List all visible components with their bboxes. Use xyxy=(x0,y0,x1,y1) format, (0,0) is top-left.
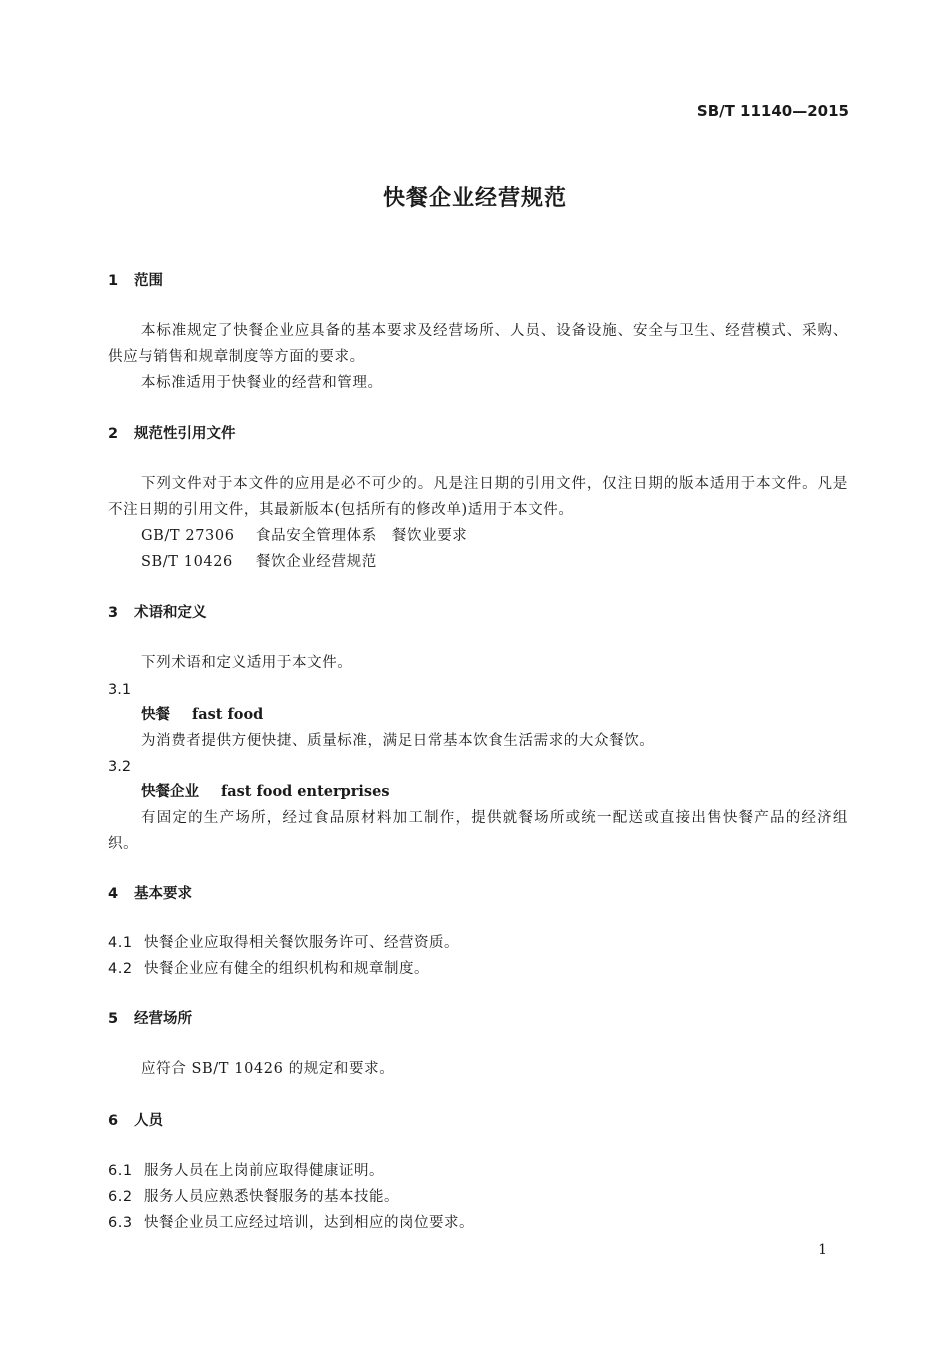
section-1-heading xyxy=(108,274,163,289)
clause xyxy=(108,962,429,977)
terms-intro: 下列术语和定义适用于本文件。 xyxy=(141,655,353,671)
reference-code: GB/T 27306 xyxy=(141,528,235,544)
reference-item xyxy=(141,529,467,544)
clause-number: 6.1 xyxy=(108,1163,133,1179)
section-number: 2 xyxy=(108,426,119,442)
term-en: fast food enterprises xyxy=(221,783,390,800)
reference-name: 食品安全管理体系 餐饮业要求 xyxy=(256,528,468,544)
section-number: 1 xyxy=(108,273,119,289)
section-number: 3 xyxy=(108,605,119,621)
term-definition: 有固定的生产场所，经过食品原材料加工制作，提供就餐场所或统一配送或直接出售快餐产品的经济组织。 xyxy=(108,810,848,852)
clause xyxy=(108,1190,399,1205)
section-title: 术语和定义 xyxy=(134,605,207,621)
reference-item xyxy=(141,555,377,570)
document-title: 快餐企业经营规范 xyxy=(382,186,567,211)
clause-number: 4.2 xyxy=(108,961,133,977)
term-number: 3.1 xyxy=(108,682,132,698)
standard-code: SB/T 11140—2015 xyxy=(696,102,849,120)
term-number: 3.2 xyxy=(108,759,132,775)
section-6-heading xyxy=(108,1114,163,1129)
section-title: 规范性引用文件 xyxy=(134,426,236,442)
clause-number: 4.1 xyxy=(108,935,133,951)
clause-text: 服务人员在上岗前应取得健康证明。 xyxy=(144,1163,384,1179)
section-2-heading xyxy=(108,427,236,442)
term-en: fast food xyxy=(192,706,264,723)
clause-text: 服务人员应熟悉快餐服务的基本技能。 xyxy=(144,1189,399,1205)
clause-text: 快餐企业员工应经过培训，达到相应的岗位要求。 xyxy=(144,1215,474,1231)
premises-requirement: 应符合 SB/T 10426 的规定和要求。 xyxy=(141,1061,395,1077)
term-zh: 快餐企业 xyxy=(141,784,199,800)
section-number: 4 xyxy=(108,886,119,902)
term-heading xyxy=(141,708,263,723)
section-title: 人员 xyxy=(134,1113,163,1129)
reference-code: SB/T 10426 xyxy=(141,554,233,570)
scope-applicability: 本标准适用于快餐业的经营和管理。 xyxy=(141,375,383,391)
section-number: 6 xyxy=(108,1113,119,1129)
section-5-heading xyxy=(108,1012,192,1027)
clause xyxy=(108,1216,474,1231)
term-definition: 为消费者提供方便快捷、质量标准，满足日常基本饮食生活需求的大众餐饮。 xyxy=(141,733,655,749)
section-3-heading xyxy=(108,606,207,621)
clause-text: 快餐企业应取得相关餐饮服务许可、经营资质。 xyxy=(144,935,459,951)
section-title: 基本要求 xyxy=(134,886,192,902)
clause xyxy=(108,1164,384,1179)
section-4-heading xyxy=(108,887,192,902)
reference-name: 餐饮企业经营规范 xyxy=(256,554,377,570)
scope-paragraph: 本标准规定了快餐企业应具备的基本要求及经营场所、人员、设备设施、安全与卫生、经营模式、采购、供应与销售和规章制度等方面的要求。 xyxy=(108,323,848,365)
term-zh: 快餐 xyxy=(141,707,170,723)
normative-references-paragraph: 下列文件对于本文件的应用是必不可少的。凡是注日期的引用文件，仅注日期的版本适用于本文件。凡是不注日期的引用文件，其最新版本(包括所有的修改单)适用于本文件。 xyxy=(108,476,848,518)
clause xyxy=(108,936,459,951)
clause-text: 快餐企业应有健全的组织机构和规章制度。 xyxy=(144,961,429,977)
section-number: 5 xyxy=(108,1011,119,1027)
section-title: 范围 xyxy=(134,273,163,289)
term-heading xyxy=(141,785,389,800)
clause-number: 6.2 xyxy=(108,1189,133,1205)
page-number: 1 xyxy=(818,1242,827,1258)
section-title: 经营场所 xyxy=(134,1011,192,1027)
clause-number: 6.3 xyxy=(108,1215,133,1231)
